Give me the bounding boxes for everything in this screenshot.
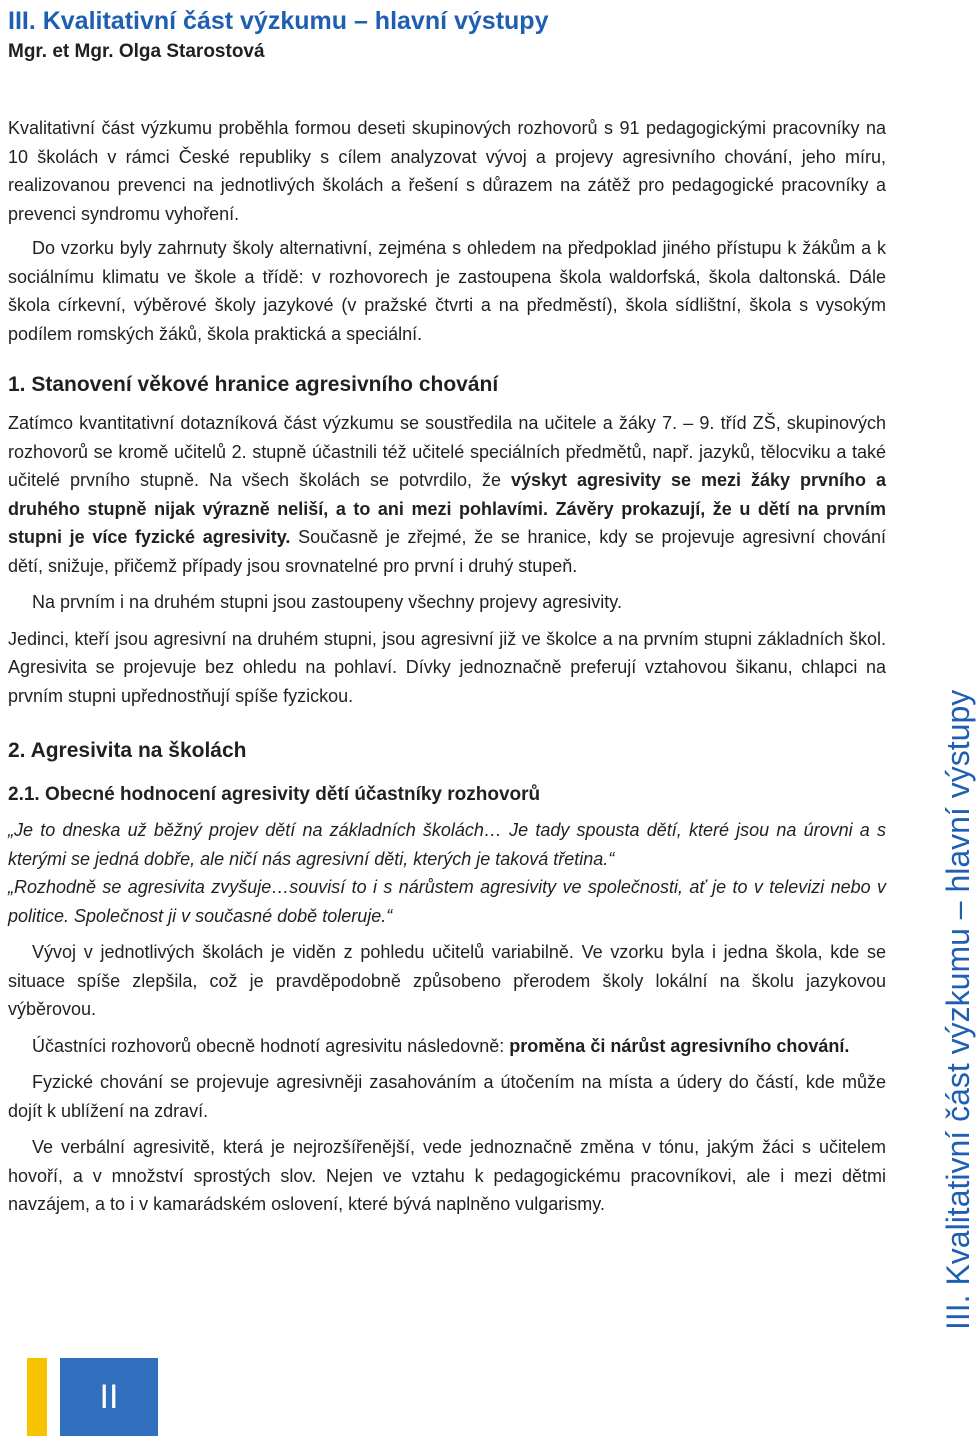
section-1-paragraph-1 bbox=[8, 409, 886, 580]
s1-p1-bold-2: Závěry prokazují, že u dětí na prvním stupni je více fyzické agresivity. bbox=[8, 498, 886, 547]
main-content bbox=[8, 114, 886, 1219]
page-number-block bbox=[60, 1358, 158, 1436]
author-name: Mgr. et Mgr. Olga Starostová bbox=[8, 41, 265, 62]
page-header bbox=[8, 4, 888, 66]
intro-paragraph-1: Kvalitativní část výzkumu proběhla formou deseti skupinových rozhovorů s 91 pedagogickými pracovníky na 10 školách v rámci České republiky s cílem analyzovat vývoj a projevy agresivního chování, jeho míru, realizovanou prevenci na jednotlivých školách a řešení s důrazem na zátěž pro pedagogické pracovníky a prevenci syndromu vyhoření. bbox=[8, 118, 886, 224]
intro-paragraph-2 bbox=[8, 234, 886, 348]
page-number: II bbox=[99, 1378, 119, 1416]
section-2-paragraph-2 bbox=[8, 1032, 886, 1061]
s1-p1-a: Zatímco kvantitativní dotazníková část výzkumu se soustředila na učitele a žáky 7. – 9. tříd ZŠ, skupinových rozhovorů se kromě učitelů 2. stupně účastnili též učitelé speciálních předmětů, např. jazyků, tělocviku a také učitelé prvního stupně. bbox=[8, 413, 886, 490]
intro-paragraph-2-b: Dále škola církevní, výběrové školy jazykové (v pražské čtvrti a na předměstí), škola sídlištní, škola s vysokým podílem romských žáků, škola praktická a speciální. bbox=[8, 266, 886, 344]
footer-yellow-bar bbox=[27, 1358, 47, 1436]
s2-p2-a: Účastníci rozhovorů obecně hodnotí agresivitu následovně: bbox=[32, 1035, 510, 1056]
s1-p1-b: Na všech školách se potvrdilo, že bbox=[199, 470, 511, 490]
s1-p1-e: Současně je zřejmé, že se hranice, kdy se projevuje agresivní chování dětí, snižuje, přičemž případy jsou srovnatelné pro první i druhý stupeň. bbox=[8, 527, 886, 576]
section-2-paragraph-1: Vývoj v jednotlivých školách je viděn z pohledu učitelů variabilně. Ve vzorku byla i jedna škola, kde se situace spíše zlepšila, což je pravděpodobně způsobeno přerodem školy lokální na školu jazykovou výběrovou. bbox=[8, 942, 886, 1019]
s2-p2-bold: proměna či nárůst agresivního chování. bbox=[509, 1035, 850, 1056]
quote-1: „Je to dneska už běžný projev dětí na základních školách… Je tady spousta dětí, které jsou na úrovni a s kterými se jedná dobře, ale ničí nás agresivní děti, kterých je taková třetina.“ bbox=[8, 820, 886, 869]
section-2-1-heading: 2.1. Obecné hodnocení agresivity dětí účastníky rozhovorů bbox=[8, 784, 541, 805]
section-2-paragraph-3: Fyzické chování se projevuje agresivněji zasahováním a útočením na místa a údery do částí, kde může dojít k ublížení na zdraví. bbox=[8, 1072, 886, 1121]
section-1-paragraph-3: Jedinci, kteří jsou agresivní na druhém stupni, jsou agresivní již ve školce a na prvním stupni základních škol. Agresivita se projevuje bez ohledu na pohlaví. Dívky jednoznačně preferují vztahovou šikanu, chlapci na prvním stupni upřednostňují spíše fyzickou. bbox=[8, 628, 886, 706]
section-1-heading: 1. Stanovení věkové hranice agresivního chování bbox=[8, 373, 499, 396]
quote-2: „Rozhodně se agresivita zvyšuje…souvisí to i s nárůstem agresivity ve společnosti, ať je to v televizi nebo v politice. Společnost ji v současné době toleruje.“ bbox=[8, 877, 886, 926]
section-2-paragraph-4: Ve verbální agresivitě, která je nejrozšířenější, vede jednoznačně změna v tónu, jakým žáci s učitelem hovoří, a v množství sprostých slov. Nejen ve vztahu k pedagogickému pracovníkovi, ale i mezi dětmi navzájem, a to i v kamarádském oslovení, které bývá naplněno vulgarismy. bbox=[8, 1137, 886, 1214]
section-1-paragraph-2: Na prvním i na druhém stupni jsou zastoupeny všechny projevy agresivity. bbox=[32, 592, 622, 612]
section-2-heading: 2. Agresivita na školách bbox=[8, 739, 247, 762]
intro-paragraph-2-a: Do vzorku byly zahrnuty školy alternativní, zejména s ohledem na předpoklad jiného přístupu k žákům a k sociálnímu klimatu ve škole a třídě: v rozhovorech je zastoupena škola waldorfská, škola daltonská. bbox=[8, 238, 886, 287]
chapter-title: III. Kvalitativní část výzkumu – hlavní výstupy bbox=[8, 7, 549, 35]
s1-p1-bold-1: výskyt agresivity se mezi žáky prvního a druhého stupně nijak výrazně neliší, a to ani mezi pohlavími. bbox=[8, 470, 886, 519]
side-running-title: III. Kvalitativní část výzkumu – hlavní výstupy bbox=[940, 689, 976, 1330]
